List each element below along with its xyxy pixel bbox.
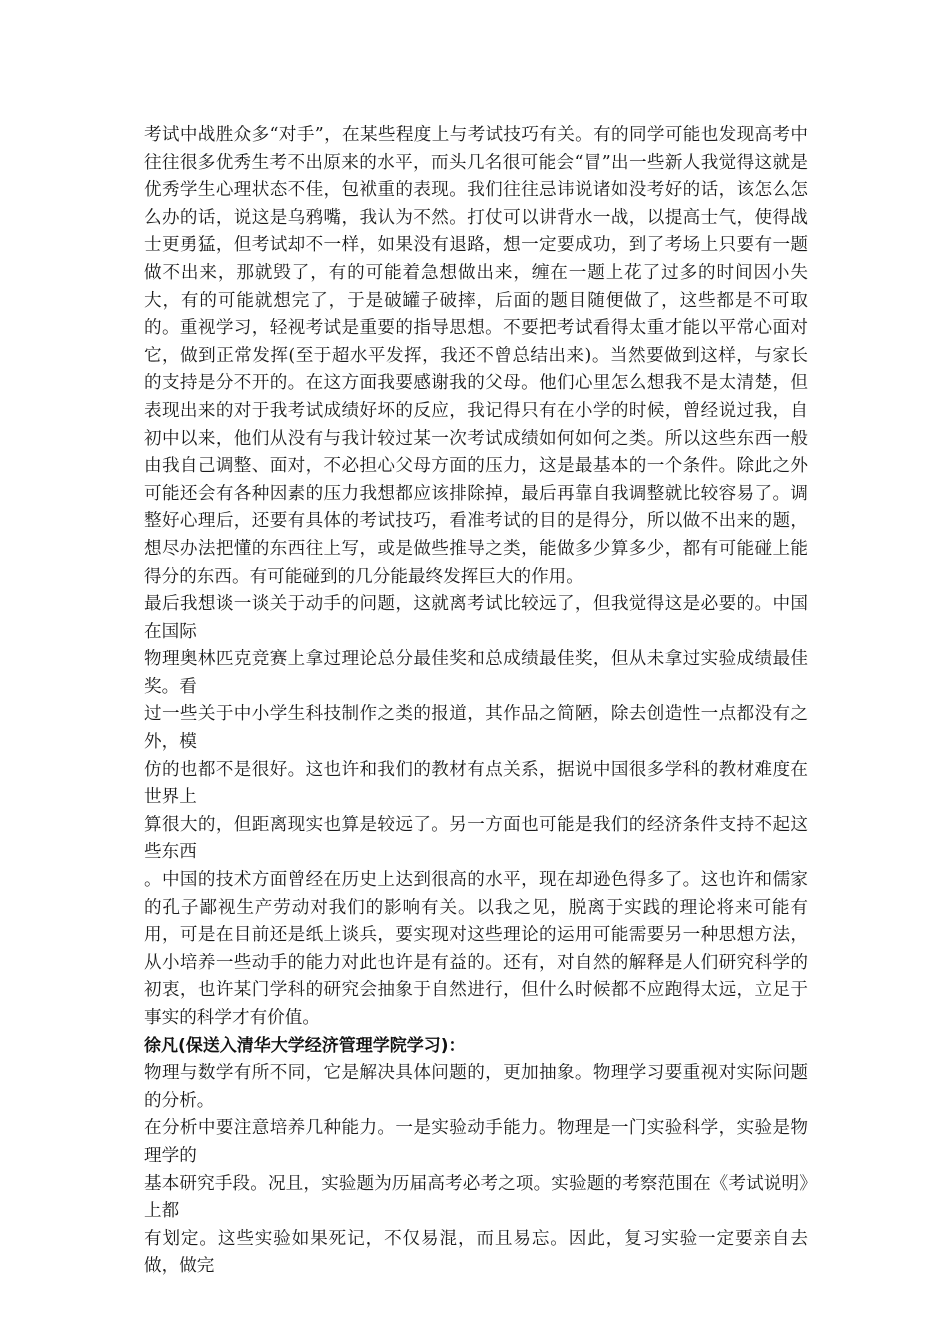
paragraph-hands-on-intro: 最后我想谈一谈关于动手的问题，这就离考试比较远了，但我觉得这是必要的。中国在国际 [144,594,808,642]
paragraph-technology-history: 。中国的技术方面曾经在历史上达到很高的水平，现在却逊色得多了。这也许和儒家的孔子鄙视生产劳动对我们的影响有关。以我之见，脱离于实践的理论将来可能有用，可是在目前还是纸上谈兵，要实现对这些理论的运用可能需要另一种思想方法，从小培养一些动手的能力对此也许是有益的。还有，对自然的解释是人们研究科学的初衷，也许某门学科的研究会抽象于自然进行，但什么时候都不应跑得太远，立足于事实的科学才有价值。 [144,870,808,1028]
paragraph-student-projects: 过一些关于中小学生科技制作之类的报道，其作品之简陋，除去创造性一点都没有之外，模 [144,704,808,753]
document-page [144,122,808,1281]
section-heading-xu-fan: 徐凡(保送入清华大学经济管理学院学习)： [144,1035,466,1056]
paragraph-abilities: 在分析中要注意培养几种能力。一是实验动手能力。物理是一门实验科学，实验是物理学的 [144,1118,808,1166]
paragraph-physics-olympiad: 物理奥林匹克竞赛上拿过理论总分最佳奖和总成绩最佳奖，但从未拿过实验成绩最佳奖。看 [144,649,808,697]
paragraph-textbook-difficulty: 算很大的，但距离现实也算是较远了。另一方面也可能是我们的经济条件支持不起这些东西 [144,814,808,863]
paragraph-exam-psychology: 考试中战胜众多“对手”，在某些程度上与考试技巧有关。有的同学可能也发现高考中往往很多优秀生考不出原来的水平，而头几名很可能会“冒”出一些新人我觉得这就是优秀学生心理状态不佳，包袱重的表现。我们往往忌讳说诸如没考好的话，该怎么怎么办的话，说这是乌鸦嘴，我认为不然。打仗可以讲背水一战，以提高士气，使得战士更勇猛，但考试却不一样，如果没有退路，想一定要成功，到了考场上只要有一题做不出来，那就毁了，有的可能着急想做出来，缠在一题上花了过多的时间因小失大，有的可能就想完了，于是破罐子破摔，后面的题目随便做了，这些都是不可取的。重视学习，轻视考试是重要的指导思想。不要把考试看得太重才能以平常心面对它，做到正常发挥(至于超水平发挥，我还不曾总结出来)。当然要做到这样，与家长的支持是分不开的。在这方面我要感谢我的父母。他们心里怎么想我不是太清楚，但表现出来的对于我考试成绩好坏的反应，我记得只有在小学的时候，曾经说过我，自初中以来，他们从没有与我计较过某一次考试成绩如何如何之类。所以这些东西一般由我自己调整、面对，不必担心父母方面的压力，这是最基本的一个条件。除此之外可能还会有各种因素的压力我想都应该排除掉，最后再靠自我调整就比较容易了。调整好心理后，还要有具体的考试技巧，看准考试的目的是得分，所以做不出来的题，想尽办法把懂的东西往上写，或是做些推导之类，能做多少算多少，都有可能碰上能得分的东西。有可能碰到的几分能最终发挥巨大的作用。 [144,125,808,587]
paragraph-physics-vs-math: 物理与数学有所不同，它是解决具体问题的，更加抽象。物理学习要重视对实际问题的分析。 [144,1063,808,1111]
paragraph-experiment-method: 基本研究手段。况且，实验题为历届高考必考之项。实验题的考察范围在《考试说明》上都 [144,1173,808,1222]
paragraph-imitation: 仿的也都不是很好。这也许和我们的教材有点关系，据说中国很多学科的教材难度在世界上 [144,759,808,808]
paragraph-experiment-review: 有划定。这些实验如果死记，不仅易混，而且易忘。因此，复习实验一定要亲自去做，做完 [144,1228,808,1277]
